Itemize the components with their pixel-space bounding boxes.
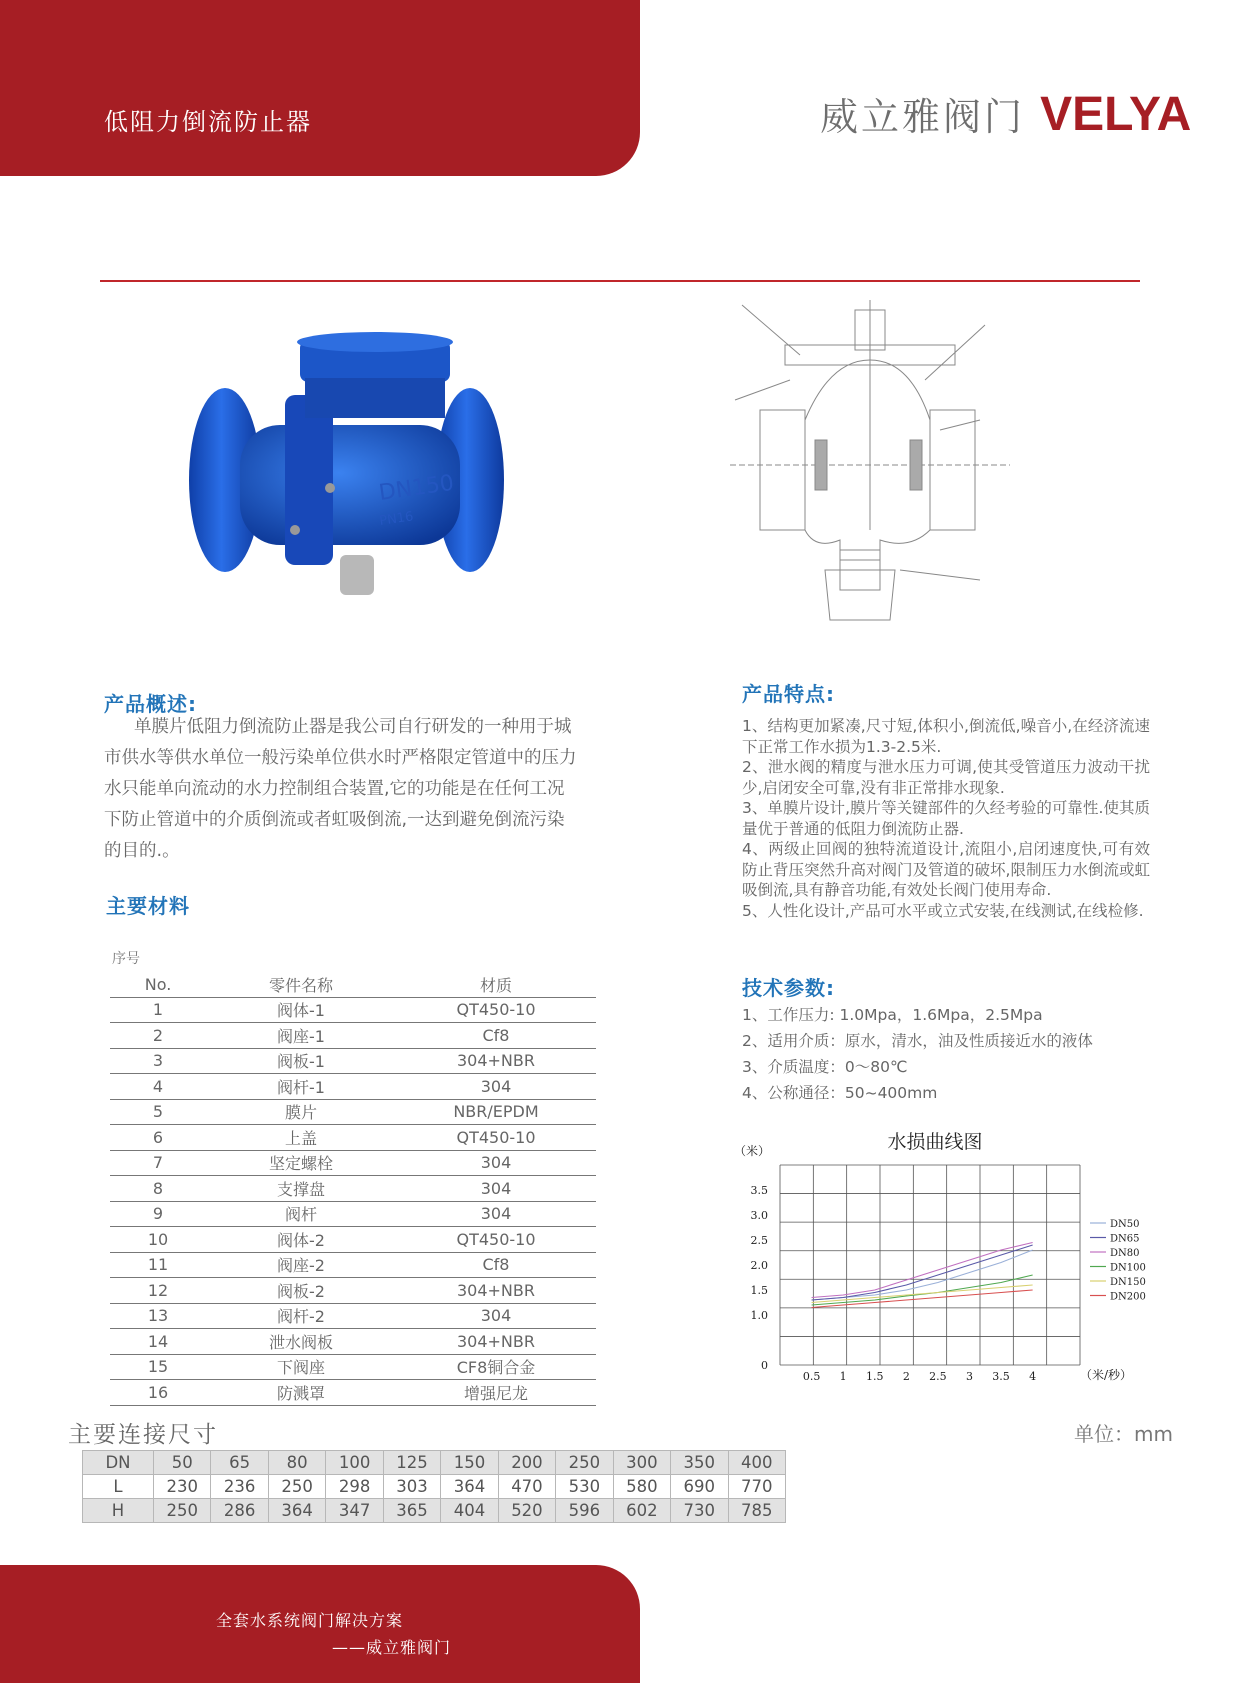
materials-material: 304: [396, 1303, 596, 1329]
materials-row: [110, 1048, 596, 1074]
materials-no: 10: [110, 1227, 206, 1253]
overview-line: 单膜片低阻力倒流防止器是我公司自行研发的一种用于城: [134, 717, 572, 737]
materials-no: 3: [110, 1048, 206, 1074]
materials-row: [110, 1329, 596, 1355]
chart-title: 水损曲线图: [887, 1131, 983, 1153]
brand-cn: 威立雅阀门: [820, 95, 1026, 139]
overview-heading: 产品概述:: [104, 692, 197, 716]
valve-section-drawing: [730, 300, 1010, 640]
materials-material: 增强尼龙: [396, 1380, 596, 1406]
materials-part: 坚定螺栓: [206, 1150, 396, 1176]
footer-slogan: 全套水系统阀门解决方案: [216, 1611, 404, 1630]
brand-en: VELYA: [1040, 88, 1192, 141]
materials-col-no: No.: [110, 972, 206, 997]
chart-x-tick: 3: [965, 1370, 973, 1383]
materials-row: [110, 1252, 596, 1278]
chart-legend-label: DN100: [1110, 1262, 1146, 1274]
materials-col-material: 材质: [396, 972, 596, 997]
materials-heading: 主要材料: [106, 894, 190, 918]
materials-material: 304+NBR: [396, 1278, 596, 1304]
dimensions-cell: 365: [383, 1499, 440, 1523]
dimensions-cell: 470: [498, 1475, 555, 1499]
dimensions-cell: 730: [671, 1499, 728, 1523]
chart-legend-label: DN80: [1110, 1248, 1140, 1259]
materials-no: 14: [110, 1329, 206, 1355]
overview-line: 下防止管道中的介质倒流或者虹吸倒流,一达到避免倒流污染: [104, 810, 565, 830]
dimensions-cell: 602: [613, 1499, 670, 1523]
feature-item: 3、单膜片设计,膜片等关键部件的久经考验的可靠性.使其质量优于普通的低阻力倒流防止器.: [742, 799, 1150, 838]
dimensions-cell: 250: [556, 1451, 613, 1475]
dimensions-cell: 298: [326, 1475, 383, 1499]
chart-y-tick: 1.5: [750, 1284, 768, 1297]
materials-material: QT450-10: [396, 1227, 596, 1253]
materials-material: Cf8: [396, 1023, 596, 1049]
dimensions-cell: 200: [498, 1451, 555, 1475]
dimensions-cell: 303: [383, 1475, 440, 1499]
materials-material: 304+NBR: [396, 1329, 596, 1355]
dimensions-heading: 主要连接尺寸: [68, 1422, 218, 1448]
materials-material: CF8铜合金: [396, 1354, 596, 1380]
materials-row: [110, 1201, 596, 1227]
materials-part: 阀杆-2: [206, 1303, 396, 1329]
dimensions-cell: 50: [154, 1451, 211, 1475]
materials-part: 阀杆: [206, 1201, 396, 1227]
overview-line: 的目的.。: [104, 841, 180, 861]
feature-item: 1、结构更加紧凑,尺寸短,体积小,倒流低,噪音小,在经济流速下正常工作水损为1.3-2.5米.: [742, 717, 1150, 756]
dimensions-table: [82, 1450, 786, 1523]
materials-row: [110, 1176, 596, 1202]
dimensions-row: [83, 1451, 786, 1475]
footer-signature: ——威立雅阀门: [332, 1638, 452, 1657]
chart-series-line: [812, 1290, 1033, 1308]
dimensions-row-label: H: [83, 1499, 154, 1523]
materials-material: 304: [396, 1150, 596, 1176]
dimensions-cell: 150: [441, 1451, 498, 1475]
dimensions-row: [83, 1475, 786, 1499]
chart-series-line: [812, 1285, 1033, 1303]
chart-legend-label: DN65: [1110, 1233, 1140, 1245]
dimensions-cell: 404: [441, 1499, 498, 1523]
materials-part: 防溅罩: [206, 1380, 396, 1406]
chart-y-tick: 3.0: [750, 1209, 768, 1222]
materials-no: 15: [110, 1354, 206, 1380]
materials-part: 阀杆-1: [206, 1074, 396, 1100]
features-list: [742, 716, 1150, 921]
photo-marking-2: PN16: [378, 509, 415, 529]
materials-no: 6: [110, 1125, 206, 1151]
dimensions-row-label: DN: [83, 1451, 154, 1475]
materials-row: [110, 1354, 596, 1380]
materials-material: QT450-10: [396, 1125, 596, 1151]
materials-material: 304: [396, 1201, 596, 1227]
materials-part: 阀板-1: [206, 1048, 396, 1074]
overview-line: 市供水等供水单位一般污染单位供水时严格限定管道中的压力: [104, 748, 577, 768]
materials-row: [110, 1150, 596, 1176]
materials-material: 304: [396, 1074, 596, 1100]
materials-part: 支撑盘: [206, 1176, 396, 1202]
materials-material: NBR/EPDM: [396, 1099, 596, 1125]
chart-y-tick: 2.0: [750, 1259, 768, 1272]
materials-no: 11: [110, 1252, 206, 1278]
chart-legend-label: DN150: [1110, 1277, 1146, 1288]
head-loss-chart: [734, 1125, 1160, 1395]
dimensions-cell: 65: [211, 1451, 268, 1475]
tech-item: 1、工作压力: 1.0Mpa，1.6Mpa，2.5Mpa: [742, 1006, 1043, 1024]
materials-part: 膜片: [206, 1099, 396, 1125]
dimensions-cell: 236: [211, 1475, 268, 1499]
tech-item: 3、介质温度：0～80℃: [742, 1058, 908, 1076]
materials-part: 泄水阀板: [206, 1329, 396, 1355]
chart-x-tick: 3.5: [992, 1370, 1010, 1383]
features-heading: 产品特点:: [742, 682, 835, 706]
chart-x-tick: 0.5: [802, 1370, 821, 1383]
tech-item: 4、公称通径：50~400mm: [742, 1084, 938, 1102]
dimensions-cell: 520: [498, 1499, 555, 1523]
materials-row: [110, 1125, 596, 1151]
materials-part: 阀座-2: [206, 1252, 396, 1278]
chart-series-line: [812, 1245, 1033, 1300]
dimensions-cell: 230: [154, 1475, 211, 1499]
tech-heading: 技术参数:: [742, 976, 835, 1000]
dimensions-row-label: L: [83, 1475, 154, 1499]
chart-y-tick: 0: [761, 1359, 768, 1372]
feature-item: 5、人性化设计,产品可水平或立式安装,在线测试,在线检修.: [742, 901, 1144, 920]
chart-x-tick: 2: [902, 1370, 910, 1383]
materials-no: 2: [110, 1023, 206, 1049]
materials-col-part: 零件名称: [206, 972, 396, 997]
dimensions-cell: 286: [211, 1499, 268, 1523]
materials-part: 阀体-2: [206, 1227, 396, 1253]
dimensions-cell: 80: [268, 1451, 325, 1475]
feature-item: 2、泄水阀的精度与泄水压力可调,使其受管道压力波动干扰少,启闭安全可靠,没有非正常排水现象.: [742, 758, 1150, 797]
feature-item: 4、两级止回阀的独特流道设计,流阻小,启闭速度快,可有效防止背压突然升高对阀门及管道的破坏,限制压力水倒流或虹吸倒流,具有静音功能,有效处长阀门使用寿命.: [742, 840, 1150, 899]
header-band: [0, 0, 640, 176]
materials-material: QT450-10: [396, 997, 596, 1023]
dimensions-cell: 364: [441, 1475, 498, 1499]
materials-row: [110, 997, 596, 1023]
dimensions-cell: 125: [383, 1451, 440, 1475]
materials-part: 下阀座: [206, 1354, 396, 1380]
chart-xlabel: （米/秒）: [1080, 1368, 1133, 1382]
dimensions-cell: 364: [268, 1499, 325, 1523]
header-rule: [100, 280, 1140, 282]
dimensions-cell: 690: [671, 1475, 728, 1499]
tech-list: [742, 1002, 1162, 1106]
dimensions-cell: 250: [268, 1475, 325, 1499]
materials-no: 13: [110, 1303, 206, 1329]
materials-no: 5: [110, 1099, 206, 1125]
chart-legend-label: DN200: [1110, 1291, 1146, 1303]
dimensions-cell: 400: [728, 1451, 785, 1475]
dimensions-row: [83, 1499, 786, 1523]
materials-no: 9: [110, 1201, 206, 1227]
materials-part: 阀座-1: [206, 1023, 396, 1049]
overview-line: 水只能单向流动的水力控制组合装置,它的功能是在任何工况: [104, 779, 565, 799]
brand-logo: [820, 86, 1191, 142]
dimensions-unit: 单位：mm: [1074, 1422, 1173, 1446]
materials-no: 4: [110, 1074, 206, 1100]
dimensions-cell: 100: [326, 1451, 383, 1475]
materials-no: 16: [110, 1380, 206, 1406]
tech-item: 2、适用介质：原水，清水，油及性质接近水的液体: [742, 1032, 1093, 1050]
materials-row: [110, 1380, 596, 1406]
chart-x-tick: 1.5: [865, 1370, 884, 1383]
chart-x-tick: 4: [1029, 1370, 1037, 1383]
valve-photo: [180, 330, 520, 630]
materials-no: 1: [110, 997, 206, 1023]
dimensions-cell: 770: [728, 1475, 785, 1499]
materials-part: 阀体-1: [206, 997, 396, 1023]
materials-row: [110, 1023, 596, 1049]
dimensions-cell: 300: [613, 1451, 670, 1475]
materials-no: 7: [110, 1150, 206, 1176]
chart-ylabel: （米）: [734, 1144, 771, 1158]
chart-x-tick: 1: [839, 1370, 847, 1383]
materials-material: 304: [396, 1176, 596, 1202]
chart-legend-label: DN50: [1110, 1219, 1140, 1230]
materials-material: Cf8: [396, 1252, 596, 1278]
dimensions-cell: 350: [671, 1451, 728, 1475]
overview-text: [104, 712, 624, 867]
photo-marking: DN150: [377, 470, 456, 506]
materials-no: 8: [110, 1176, 206, 1202]
materials-table: [110, 972, 596, 1406]
materials-material: 304+NBR: [396, 1048, 596, 1074]
materials-no: 12: [110, 1278, 206, 1304]
materials-part: 阀板-2: [206, 1278, 396, 1304]
chart-y-tick: 1.0: [750, 1309, 768, 1322]
dimensions-cell: 580: [613, 1475, 670, 1499]
materials-row: [110, 1227, 596, 1253]
chart-x-tick: 2.5: [929, 1370, 947, 1383]
materials-seq-label: 序号: [112, 951, 140, 967]
materials-part: 上盖: [206, 1125, 396, 1151]
materials-row: [110, 1074, 596, 1100]
dimensions-cell: 785: [728, 1499, 785, 1523]
chart-y-tick: 2.5: [750, 1234, 768, 1247]
materials-row: [110, 1278, 596, 1304]
materials-row: [110, 1099, 596, 1125]
dimensions-cell: 250: [154, 1499, 211, 1523]
materials-row: [110, 1303, 596, 1329]
chart-y-tick: 3.5: [750, 1184, 768, 1197]
dimensions-cell: 530: [556, 1475, 613, 1499]
materials-header-row: [110, 972, 596, 997]
dimensions-cell: 596: [556, 1499, 613, 1523]
product-title: 低阻力倒流防止器: [104, 108, 312, 136]
dimensions-cell: 347: [326, 1499, 383, 1523]
